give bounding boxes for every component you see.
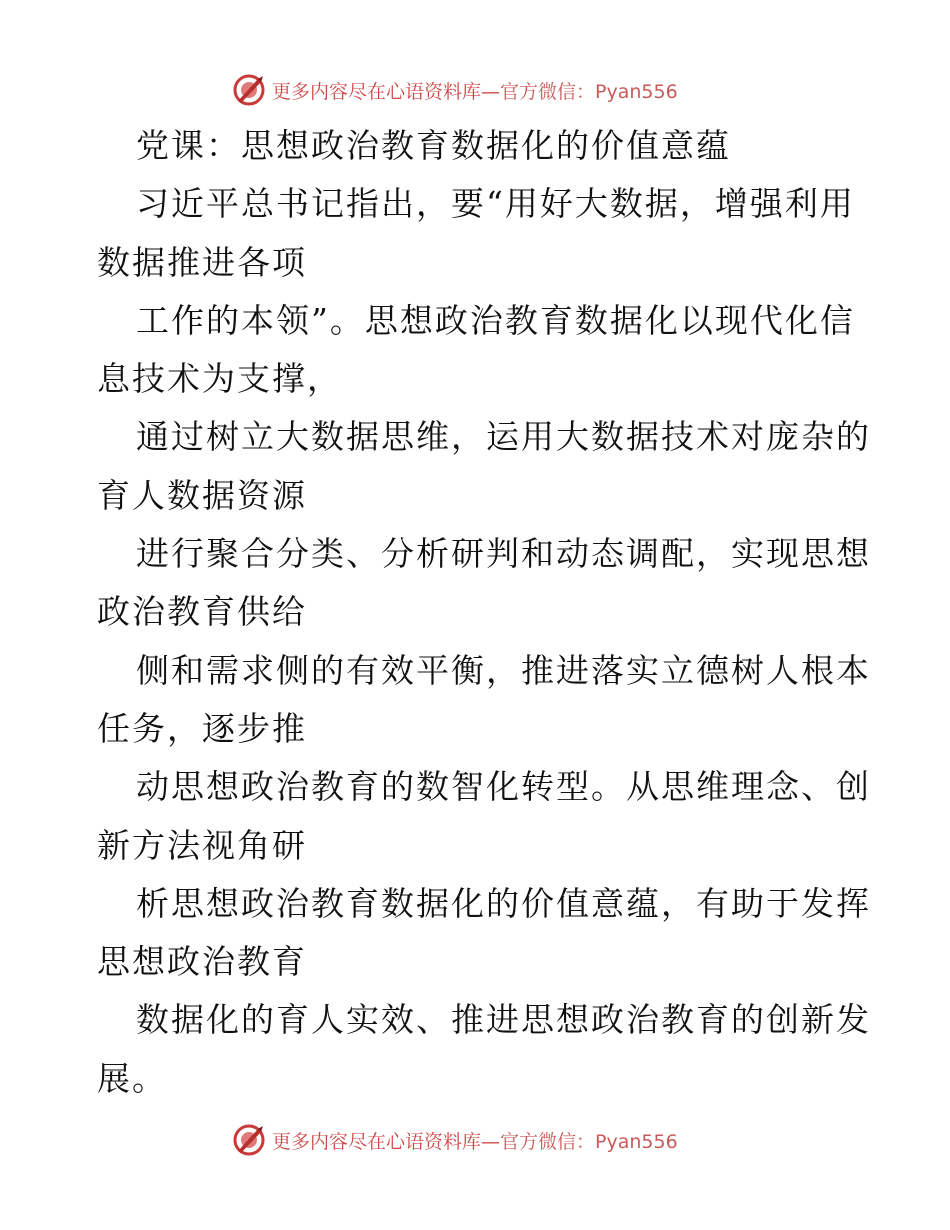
text-line: 政治教育供给 — [97, 592, 307, 632]
footer-contact-text: 官方微信：Pyan556 — [500, 1130, 678, 1153]
text-line: 习近平总书记指出，要“用好大数据，增强利用 — [136, 184, 855, 224]
text-line: 展。 — [97, 1058, 167, 1098]
text-line: 析思想政治教育数据化的价值意蕴，有助于发挥 — [136, 883, 871, 923]
text-line: 进行聚合分类、分析研判和动态调配，实现思想 — [136, 534, 871, 574]
header-banner-text — [272, 77, 678, 104]
text-line: 动思想政治教育的数智化转型。从思维理念、创 — [136, 767, 871, 807]
text-line: 侧和需求侧的有效平衡，推进落实立德树人根本 — [136, 650, 871, 690]
text-line: 通过树立大数据思维，运用大数据技术对庞杂的 — [136, 417, 871, 457]
header-banner — [232, 72, 678, 108]
text-line: 任务，逐步推 — [97, 708, 307, 748]
text-line: 工作的本领”。思想政治教育数据化以现代化信 — [136, 300, 855, 340]
footer-brand-text: 更多内容尽在心语资料库 — [272, 1130, 482, 1153]
document-title: 党课：思想政治教育数据化的价值意蕴 — [136, 126, 731, 165]
quill-seal-logo-icon — [232, 73, 266, 107]
text-line: 数据化的育人实效、推进思想政治教育的创新发 — [136, 1000, 871, 1040]
header-brand-text: 更多内容尽在心语资料库 — [272, 80, 482, 103]
footer-separator: — — [481, 1130, 501, 1153]
text-line: 数据推进各项 — [97, 242, 307, 282]
text-line: 思想政治教育 — [97, 942, 307, 982]
footer-banner-text — [272, 1127, 678, 1154]
text-line: 育人数据资源 — [97, 475, 307, 515]
header-separator: — — [481, 80, 501, 103]
quill-seal-logo-icon — [232, 1123, 266, 1157]
document-body — [97, 117, 871, 1108]
text-line: 新方法视角研 — [97, 825, 307, 865]
text-line: 息技术为支撑， — [97, 359, 342, 399]
footer-banner — [232, 1122, 678, 1158]
header-contact-text: 官方微信：Pyan556 — [500, 80, 678, 103]
